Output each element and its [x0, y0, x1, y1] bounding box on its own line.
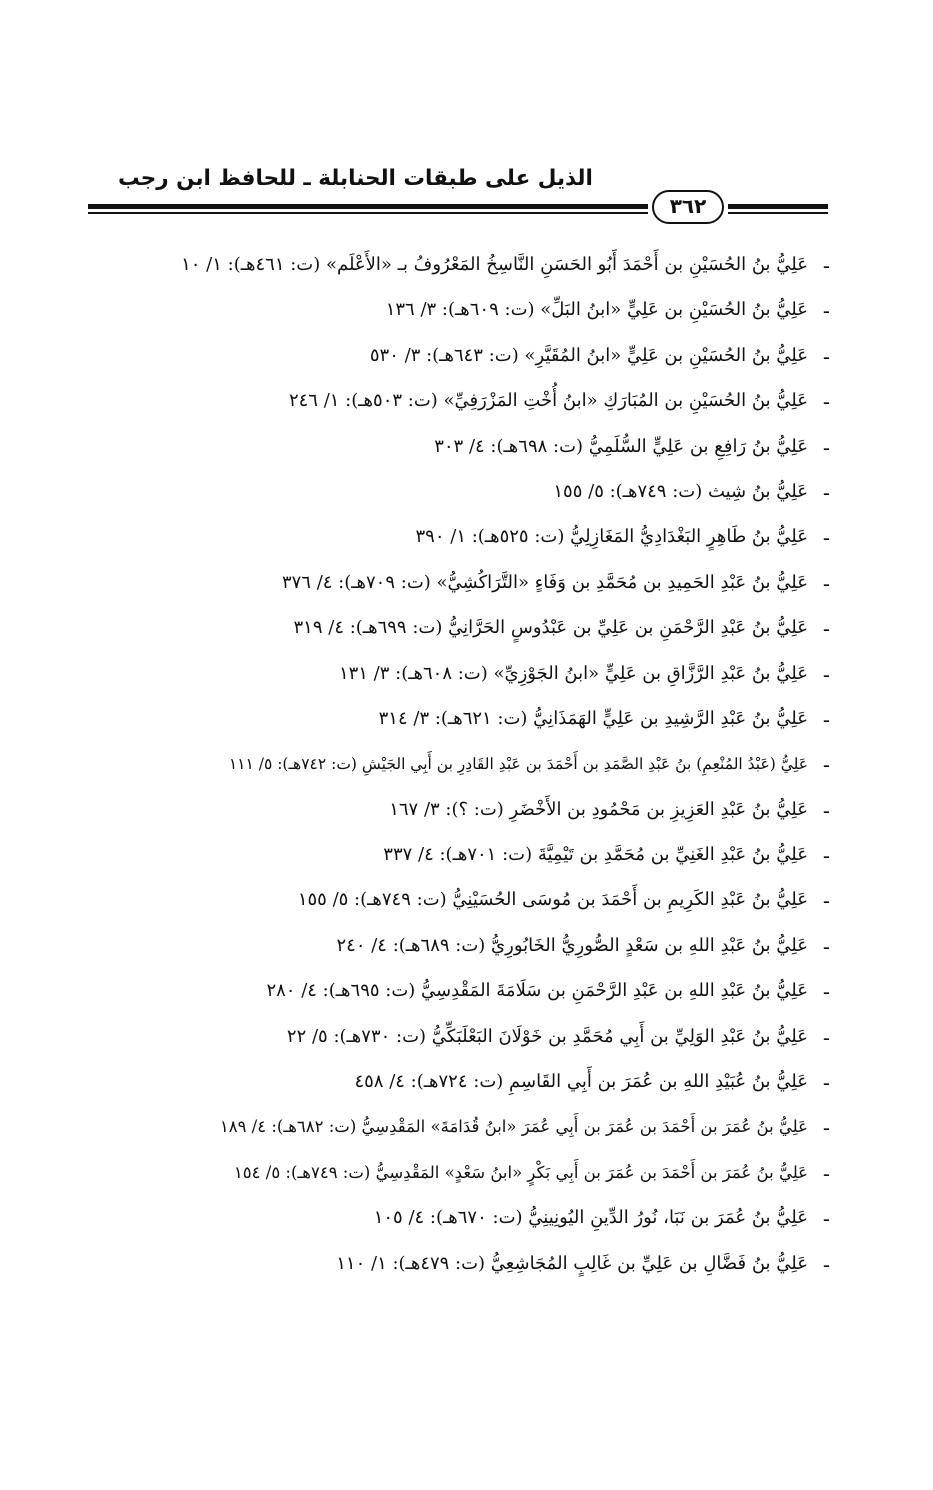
entry-dash-marker: - [822, 617, 830, 642]
entry-dash-marker: - [822, 571, 830, 596]
entry-dash-marker: - [822, 1071, 830, 1096]
entry-text: عَلِيُّ بنُ عُمَرَ بن أَحْمَدَ بن عُمَرَ بن أَبِي بَكْرٍ «ابنُ سَعْدٍ» المَقْدِسِيُّ (ت: ٧٤٩هـ): ٥/ ١٥٤ [233, 1162, 808, 1182]
entry-dash-marker: - [822, 526, 830, 551]
entry-dash-marker: - [822, 707, 830, 732]
entry-text: عَلِيُّ بنُ رَافِعِ بن عَلِيٍّ السُّلَمِيُّ (ت: ٦٩٨هـ): ٤/ ٣٠٣ [434, 435, 808, 457]
entry-text: عَلِيُّ بنُ شِيث (ت: ٧٤٩هـ): ٥/ ١٥٥ [553, 480, 808, 502]
entry-dash-marker: - [822, 435, 830, 460]
entry-text: عَلِيُّ بنُ عَبْدِ العَزِيزِ بن مَحْمُودِ بن الأَخْضَرِ (ت: ؟): ٣/ ١٦٧ [389, 798, 808, 820]
index-entry [150, 1153, 830, 1198]
index-entry [150, 654, 830, 699]
index-entry [150, 336, 830, 381]
entry-dash-marker: - [822, 662, 830, 687]
index-entry [150, 926, 830, 971]
index-entry [150, 517, 830, 562]
entry-text: عَلِيُّ بنُ عُمَرَ بن أَحْمَدَ بن عُمَرَ بن أَبِي عُمَرَ «ابنُ قُدَامَةَ» المَقْدِسِيُّ (ت: ٦٨٢هـ): ٤/ ١٨٩ [219, 1117, 808, 1137]
index-entry [150, 880, 830, 925]
entry-text: عَلِيُّ بنُ فَضَّالِ بن عَلِيِّ بن غَالِبٍ المُجَاشِعِيُّ (ت: ٤٧٩هـ): ١/ ١١٠ [336, 1252, 808, 1274]
entry-dash-marker: - [822, 798, 830, 823]
entry-dash-marker: - [822, 344, 830, 369]
entry-dash-marker: - [822, 390, 830, 415]
index-entry [150, 790, 830, 835]
index-entry [150, 472, 830, 517]
entry-text: عَلِيُّ بنُ الحُسَيْنِ بن المُبَارَكِ «ابنُ أُخْتِ المَزْرَفِيِّ» (ت: ٥٠٣هـ): ١/ ٢٤٦ [288, 390, 808, 412]
entry-dash-marker: - [822, 254, 830, 278]
index-entry-list [150, 245, 830, 1289]
entry-dash-marker: - [822, 1025, 830, 1050]
entry-text: عَلِيُّ بنُ عَبْدِ الرَّشِيدِ بن عَلِيٍّ الهَمَذَانِيُّ (ت: ٦٢١هـ): ٣/ ٣١٤ [378, 707, 808, 729]
header-rule-thick-right [728, 204, 828, 209]
index-entry [150, 1198, 830, 1243]
entry-dash-marker: - [822, 844, 830, 869]
page-header [88, 150, 828, 230]
header-rule-thin-left [88, 212, 648, 214]
entry-dash-marker: - [822, 480, 830, 505]
entry-text: عَلِيُّ (عَبْدُ المُنْعِمِ) بنُ عَبْدِ الصَّمَدِ بن أَحْمَدَ بن عَبْدِ القَادِرِ بن أَبِي الجَيْشِ (ت: ٧٤٢هـ): ٥/ ١١١ [228, 755, 808, 774]
index-entry [150, 835, 830, 880]
index-entry [150, 1244, 830, 1289]
page-number: ٣٦٢ [652, 190, 724, 224]
running-title: الذيل على طبقات الحنابلة ـ للحافظ ابن رجب [118, 166, 593, 191]
entry-dash-marker: - [822, 889, 830, 914]
index-entry [150, 1017, 830, 1062]
entry-dash-marker: - [822, 1116, 830, 1141]
index-entry [150, 245, 830, 290]
entry-text: عَلِيُّ بنُ عُبَيْدِ اللهِ بن عُمَرَ بن أَبِي القَاسِمِ (ت: ٧٢٤هـ): ٤/ ٤٥٨ [354, 1071, 808, 1093]
index-entry [150, 744, 830, 789]
entry-dash-marker: - [822, 753, 830, 778]
entry-text: عَلِيُّ بنُ عَبْدِ الرَّزَّاقِ بن عَلِيٍّ «ابنُ الجَوْزِيِّ» (ت: ٦٠٨هـ): ٣/ ١٣١ [338, 662, 808, 684]
entry-text: عَلِيُّ بنُ عَبْدِ الكَرِيمِ بن أَحْمَدَ بن مُوسَى الحُسَيْنِيُّ (ت: ٧٤٩هـ): ٥/ ١٥٥ [297, 889, 808, 911]
index-entry [150, 290, 830, 335]
header-rule-thick-left [88, 204, 648, 209]
entry-text: عَلِيُّ بنُ عُمَرَ بن نَبَا، نُورُ الدِّينِ اليُونِينِيُّ (ت: ٦٧٠هـ): ٤/ ١٠٥ [373, 1207, 808, 1229]
entry-text: عَلِيُّ بنُ عَبْدِ الغَنِيِّ بن مُحَمَّدِ بن تَيْمِيَّةَ (ت: ٧٠١هـ): ٤/ ٣٣٧ [383, 844, 808, 866]
entry-text: عَلِيُّ بنُ عَبْدِ اللهِ بن عَبْدِ الرَّحْمَنِ بن سَلَامَةَ المَقْدِسِيُّ (ت: ٦٩٥هـ): ٤/ ٢٨٠ [266, 980, 808, 1002]
entry-text: عَلِيُّ بنُ عَبْدِ الحَمِيدِ بن مُحَمَّدِ بن وَفَاءٍ «التَّرَاكُشِيُّ» (ت: ٧٠٩هـ): ٤/ ٣٧٦ [281, 571, 808, 593]
index-entry [150, 971, 830, 1016]
entry-text: عَلِيُّ بنُ الحُسَيْنِ بن عَلِيٍّ «ابنُ البَلِّ» (ت: ٦٠٩هـ): ٣/ ١٣٦ [385, 299, 808, 321]
entry-dash-marker: - [822, 1161, 830, 1186]
index-entry [150, 1062, 830, 1107]
index-entry [150, 608, 830, 653]
entry-dash-marker: - [822, 1252, 830, 1277]
entry-dash-marker: - [822, 980, 830, 1005]
entry-text: عَلِيُّ بنُ عَبْدِ اللهِ بن سَعْدٍ الصُّورِيُّ الخَابُورِيُّ (ت: ٦٨٩هـ): ٤/ ٢٤٠ [336, 934, 808, 956]
index-entry [150, 699, 830, 744]
entry-text: عَلِيُّ بنُ الحُسَيْنِ بن أَحْمَدَ أَبُو الحَسَنِ النَّاسِخُ المَعْرُوفُ بـ «الأَعْلَم» (ت: ٤٦١هـ): ١/ ١٠ [181, 254, 808, 275]
index-entry [150, 563, 830, 608]
index-entry [150, 427, 830, 472]
entry-text: عَلِيُّ بنُ عَبْدِ الوَلِيِّ بن أَبِي مُحَمَّدِ بن خَوْلَانَ البَعْلَبَكِّيُّ (ت: ٧٣٠هـ): ٥/ ٢٢ [286, 1025, 808, 1047]
entry-dash-marker: - [822, 934, 830, 959]
header-rule-thin-right [728, 212, 828, 214]
entry-text: عَلِيُّ بنُ الحُسَيْنِ بن عَلِيٍّ «ابنُ المُقَيَّرِ» (ت: ٦٤٣هـ): ٣/ ٥٣٠ [369, 344, 808, 366]
entry-text: عَلِيُّ بنُ عَبْدِ الرَّحْمَنِ بن عَلِيِّ بن عَبْدُوسٍ الحَرَّانِيُّ (ت: ٦٩٩هـ): ٤/ ٣١٩ [293, 617, 808, 639]
entry-text: عَلِيُّ بنُ طَاهِرٍ البَغْدَادِيُّ المَغَازِلِيُّ (ت: ٥٢٥هـ): ١/ ٣٩٠ [415, 526, 808, 548]
entry-dash-marker: - [822, 1207, 830, 1232]
index-entry [150, 1107, 830, 1152]
index-entry [150, 381, 830, 426]
entry-dash-marker: - [822, 299, 830, 324]
